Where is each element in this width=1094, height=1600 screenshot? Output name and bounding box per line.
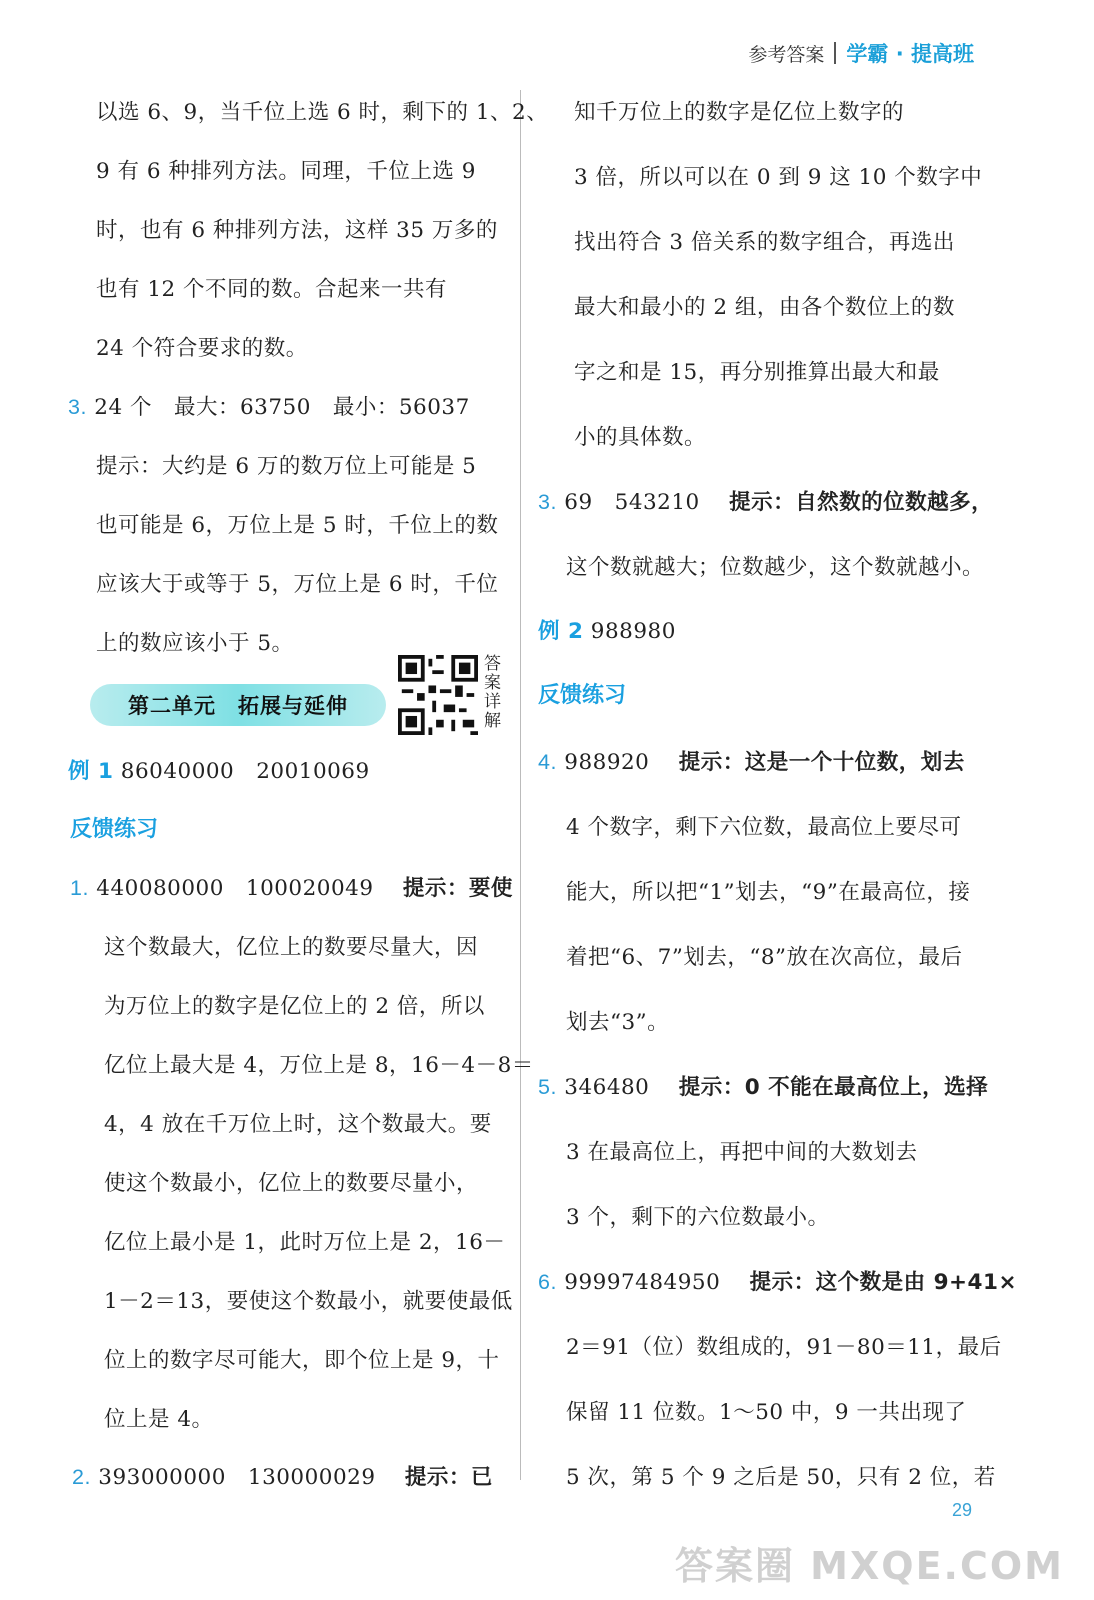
left-text-line: 提示：大约是 6 万的数万位上可能是 5 <box>96 454 477 479</box>
q2-number: 2. <box>72 1465 91 1489</box>
r5-line <box>538 1070 988 1101</box>
right-text-line: 能大，所以把“1”划去，“9”在最高位，接 <box>566 880 971 905</box>
left-text-line: 位上是 4。 <box>104 1407 214 1432</box>
r6-hint: 提示：这个数是由 9+41× <box>749 1270 1017 1295</box>
left-text-line: 为万位上的数字是亿位上的 2 倍，所以 <box>104 994 485 1019</box>
right-text-line: 3 在最高位上，再把中间的大数划去 <box>566 1140 918 1165</box>
q1-line <box>70 871 513 902</box>
qr-code-icon[interactable] <box>398 655 478 735</box>
r4-hint: 提示：这是一个十位数，划去 <box>678 750 965 775</box>
q2-hint: 提示：已 <box>404 1465 493 1490</box>
page-number: 29 <box>952 1500 973 1520</box>
right-text-line: 3 倍，所以可以在 0 到 9 这 10 个数字中 <box>574 165 983 190</box>
left-text-line: 这个数最大，亿位上的数要尽量大，因 <box>104 935 479 960</box>
right-text-line: 找出符合 3 倍关系的数字组合，再选出 <box>574 230 955 255</box>
example1-answer: 86040000 20010069 <box>120 759 370 784</box>
right-text-line: 保留 11 位数。1～50 中，9 一共出现了 <box>566 1400 967 1425</box>
right-text-line: 5 次，第 5 个 9 之后是 50，只有 2 位，若 <box>566 1465 996 1490</box>
page-header <box>748 38 974 68</box>
unit-title-banner: 第二单元 拓展与延伸 <box>90 684 386 726</box>
q1-answer: 440080000 100020049 <box>96 876 396 901</box>
r4-line <box>538 745 965 776</box>
feedback-heading-right: 反馈练习 <box>538 683 627 708</box>
right-text-line: 2＝91（位）数组成的，91－80＝11，最后 <box>566 1335 1002 1360</box>
r3-answer: 69 543210 <box>564 490 722 515</box>
r6-line <box>538 1265 1017 1296</box>
left-text-line: 上的数应该小于 5。 <box>96 631 294 656</box>
example2-line <box>538 614 676 645</box>
r5-answer: 346480 <box>564 1075 672 1100</box>
r5-hint: 提示：0 不能在最高位上，选择 <box>678 1075 989 1100</box>
watermark: 答案圈 MXQE.COM <box>674 1544 1064 1588</box>
left-text-line: 9 有 6 种排列方法。同理，千位上选 9 <box>96 159 476 184</box>
left-text-line: 使这个数最小，亿位上的数要尽量小， <box>104 1171 479 1196</box>
left-text-line: 应该大于或等于 5，万位上是 6 时，千位 <box>96 572 499 597</box>
example2-label: 例 2 <box>538 619 584 644</box>
right-text-line: 小的具体数。 <box>574 425 707 450</box>
left-text-line: 24 个符合要求的数。 <box>96 336 308 361</box>
q1-hint: 提示：要使 <box>402 876 513 901</box>
q3-line <box>68 390 470 421</box>
example1-label: 例 1 <box>68 759 114 784</box>
r3-line <box>538 485 993 516</box>
q2-answer: 393000000 130000029 <box>98 1465 398 1490</box>
q3-number: 3. <box>68 395 87 419</box>
right-text-line: 3 个，剩下的六位数最小。 <box>566 1205 830 1230</box>
example1-line <box>68 754 370 785</box>
left-text-line: 1－2＝13，要使这个数最小，就要使最低 <box>104 1289 513 1314</box>
r3-hint: 提示：自然数的位数越多， <box>729 490 994 515</box>
left-text-line: 4，4 放在千万位上时，这个数最大。要 <box>104 1112 492 1137</box>
right-text-line: 知千万位上的数字是亿位上数字的 <box>574 100 905 125</box>
r4-answer: 988920 <box>564 750 672 775</box>
left-text-line: 也有 12 个不同的数。合起来一共有 <box>96 277 448 302</box>
q1-number: 1. <box>70 876 89 900</box>
example2-answer: 988980 <box>590 619 676 644</box>
feedback-heading-left: 反馈练习 <box>70 817 159 842</box>
left-text-line: 时，也有 6 种排列方法，这样 35 万多的 <box>96 218 498 243</box>
header-reference: 参考答案 <box>748 43 825 66</box>
header-brand: 学霸 · 提高班 <box>846 42 974 66</box>
r6-number: 6. <box>538 1270 557 1294</box>
q2-line <box>72 1460 493 1491</box>
q3-answer: 24 个 最大：63750 最小：56037 <box>94 395 470 420</box>
right-text-line: 划去“3”。 <box>566 1010 670 1035</box>
r6-answer: 99997484950 <box>564 1270 743 1295</box>
header-separator <box>834 42 836 64</box>
right-text-line: 4 个数字，剩下六位数，最高位上要尽可 <box>566 815 962 840</box>
right-text-line: 字之和是 15，再分别推算出最大和最 <box>574 360 940 385</box>
column-divider <box>520 90 521 1480</box>
left-text-line: 亿位上最小是 1，此时万位上是 2，16－ <box>104 1230 506 1255</box>
r5-number: 5. <box>538 1075 557 1099</box>
left-text-line: 亿位上最大是 4，万位上是 8，16－4－8＝ <box>104 1053 534 1078</box>
r4-number: 4. <box>538 750 557 774</box>
right-text-line: 最大和最小的 2 组，由各个数位上的数 <box>574 295 955 320</box>
left-text-line: 位上的数字尽可能大，即个位上是 9，十 <box>104 1348 500 1373</box>
right-text-line: 着把“6、7”划去，“8”放在次高位，最后 <box>566 945 963 970</box>
right-text-line: 这个数就越大；位数越少，这个数就越小。 <box>566 555 985 580</box>
left-text-line: 以选 6、9，当千位上选 6 时，剩下的 1、2、 <box>96 100 549 125</box>
r3-number: 3. <box>538 490 557 514</box>
left-text-line: 也可能是 6，万位上是 5 时，千位上的数 <box>96 513 499 538</box>
qr-label: 答案详解 <box>484 654 501 731</box>
